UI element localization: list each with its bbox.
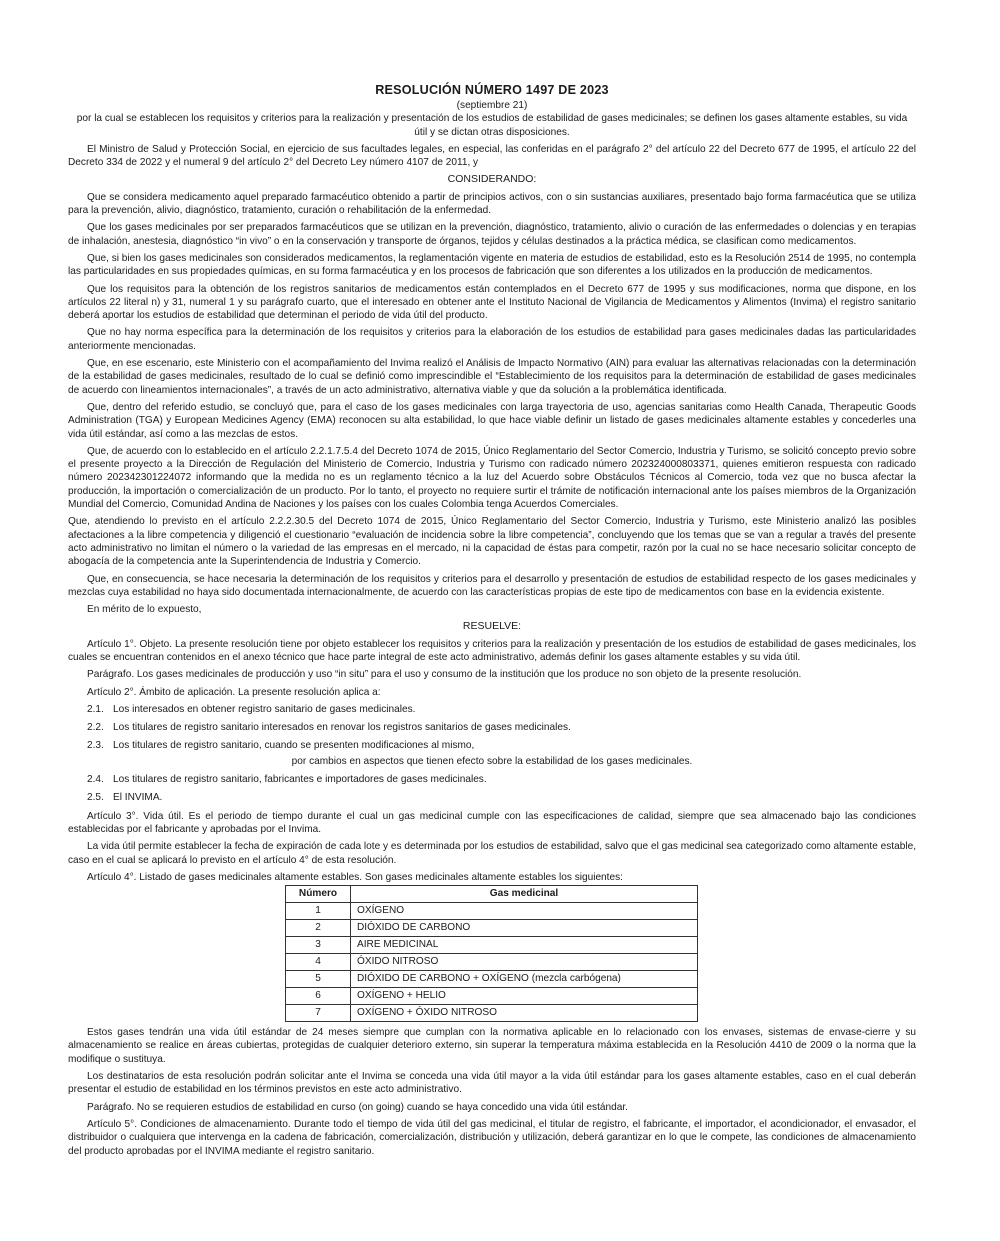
document-title: RESOLUCIÓN NÚMERO 1497 DE 2023 — [375, 83, 609, 97]
table-cell-gas: OXÍGENO + ÓXIDO NITROSO — [351, 1005, 698, 1022]
list-item-text: Los titulares de registro sanitario interesados en renovar los registros sanitarios de gases medicinales. — [113, 722, 571, 734]
considerando-paragraph: Que los gases medicinales por ser preparados farmacéuticos que se utilizan en la prevención, diagnóstico, tratamiento, alivio o curación de las enfermedades o dolencias y en terapias de inhalación, anestesia, diagnóstico “in vivo” o en la conservación y transporte de órganos, tejidos y células destinados a la práctica médica, se clasifican como medicamentos. — [68, 222, 916, 247]
preamble-paragraph: El Ministro de Salud y Protección Social, en ejercicio de sus facultades legales, en especial, las conferidas en el parágrafo 2° del artículo 22 del Decreto 677 de 1995, el artículo 22 del Decreto 334 de 2022 y el numeral 9 del artículo 2° del Decreto Ley número 4107 de 2011, y — [68, 143, 916, 169]
list-item-number: 2.2. — [87, 722, 104, 734]
list-item-text: El INVIMA. — [113, 792, 163, 804]
column-header-numero: Número — [286, 886, 351, 903]
article-4: Artículo 4°. Listado de gases medicinales altamente estables. Son gases medicinales altamente estables los siguientes: — [87, 871, 623, 883]
list-item-number: 2.5. — [87, 792, 104, 804]
after-table-paragraph: Estos gases tendrán una vida útil estándar de 24 meses siempre que cumplan con la normativa aplicable en lo relacionado con los envases, sistemas de envase-cierre y su almacenamiento se realice en áreas cubiertas, protegidas de cualquier deterioro externo, sin superar la temperatura máxima establecida en la Resolución 4410 de 2009 o la norma que la modifique o sustituya. — [68, 1027, 916, 1065]
table-cell-gas: DIÓXIDO DE CARBONO + OXÍGENO (mezcla carbógena) — [351, 971, 698, 988]
list-item-text: Los interesados en obtener registro sanitario de gases medicinales. — [113, 703, 416, 715]
considerando-paragraph: Que, atendiendo lo previsto en el artículo 2.2.2.30.5 del Decreto 1074 de 2015, Único Reglamentario del Sector Comercio, Industria y Turismo, este Ministerio analizó las posibles afectaciones a la libre competencia y diligenció el cuestionario “evaluación de incidencia sobre la libre competencia”, concluyendo que los temas que se van a regular a través del presente acto administrativo no limitan el número o la variedad de las empresas en el mercado, ni la capacidad de éstas para competir, razón por la cual no se hace necesario solicitar concepto de abogacía de la competencia ante la Superintendencia de Industria y Comercio. — [68, 516, 916, 568]
document-summary: por la cual se establecen los requisitos y criterios para la realización y presentación de los estudios de estabilidad de gases medicinales; se definen los gases altamente estables, su vida útil y se dictan otras disposiciones. — [76, 113, 908, 138]
resuelve-heading: RESUELVE: — [462, 620, 522, 633]
table-row — [286, 971, 698, 988]
considerando-paragraph: Que se considera medicamento aquel preparado farmacéutico obtenido a partir de principios activos, con o sin sustancias auxiliares, presentado bajo forma farmacéutica que se utiliza para la prevención, alivio, diagnóstico, tratamiento, curación o rehabilitación de la enfermedad. — [68, 191, 916, 217]
considerando-paragraph: Que los requisitos para la obtención de los registros sanitarios de medicamentos están contemplados en el Decreto 677 de 1995 y sus modificaciones, norma que dispone, en los artículos 22 literal n) y 31, numeral 1 y su parágrafo cuarto, que el interesado en obtener ante el Instituto Nacional de Vigilancia de Medicamentos y Alimentos (Invima) el registro sanitario deberá aportar los estudios de estabilidad que determinan el periodo de vida útil del producto. — [68, 283, 916, 322]
list-item-text: Los titulares de registro sanitario, cuando se presenten modificaciones al mismo, — [113, 740, 475, 752]
table-row — [286, 954, 698, 971]
article-5: Artículo 5°. Condiciones de almacenamiento. Durante todo el tiempo de vida útil del gas medicinal, el titular de registro, el fabricante, el importador, el acondicionador, el envasador, el distribuidor o cualquiera que intervenga en la cadena de fabricación, comercialización, distribución y utilización, deberá garantizar en lo que le compete, las condiciones de almacenamiento del producto aprobadas por el INVIMA mediante el registro sanitario. — [68, 1118, 916, 1157]
table-cell-number: 5 — [286, 971, 351, 988]
table-cell-number: 1 — [286, 903, 351, 920]
considerando-paragraph: Que, en consecuencia, se hace necesaria la determinación de los requisitos y criterios para el desarrollo y presentación de estudios de estabilidad respecto de los gases medicinales y mezclas cuya estabilidad no haya sido documentada internacionalmente, de acuerdo con las características propias de este tipo de medicamentos con base en la evidencia existente. — [68, 573, 916, 598]
considerando-paragraph: Que, si bien los gases medicinales son considerados medicamentos, la reglamentación vigente en materia de estudios de estabilidad, esto es la Resolución 2514 de 1995, no contempla las particularidades en sus propiedades químicas, en su forma farmacéutica y en los procesos de fabricación que son diferentes a los utilizados en la producción de medicamentos. — [68, 252, 916, 278]
list-item — [87, 703, 916, 716]
article-1: Artículo 1°. Objeto. La presente resolución tiene por objeto establecer los requisitos y criterios para la realización y presentación de los estudios de estabilidad de gases medicinales, los cuales se encuentran contenidos en el anexo técnico que hace parte integral de este acto administrativo, además definir los gases altamente estables y su vida útil. — [68, 638, 916, 663]
article-3-paragraph: La vida útil permite establecer la fecha de expiración de cada lote y es determinada por los estudios de estabilidad, salvo que el gas medicinal sea categorizado como altamente estable, caso en el cual se aplicará lo previsto en el artículo 4° de esta resolución. — [68, 841, 916, 866]
gases-table — [285, 885, 698, 1022]
article-2: Artículo 2°. Ámbito de aplicación. La presente resolución aplica a: — [87, 686, 381, 698]
merito-paragraph: En mérito de lo expuesto, — [87, 604, 202, 616]
article-4-paragraph: Parágrafo. No se requieren estudios de estabilidad en curso (on going) cuando se haya concedido una vida útil estándar. — [87, 1101, 628, 1113]
table-cell-gas: ÓXIDO NITROSO — [351, 954, 698, 971]
table-cell-number: 2 — [286, 920, 351, 937]
table-cell-gas: OXÍGENO — [351, 903, 698, 920]
list-item — [87, 721, 916, 734]
table-row — [286, 988, 698, 1005]
table-row — [286, 937, 698, 954]
table-row — [286, 1005, 698, 1022]
table-row — [286, 920, 698, 937]
article-1-paragraph: Parágrafo. Los gases medicinales de producción y uso “in situ” para el uso y consumo de la institución que los produce no son objeto de la presente resolución. — [87, 669, 802, 681]
list-item-text: Los titulares de registro sanitario, fabricantes e importadores de gases medicinales. — [113, 774, 487, 786]
table-cell-number: 7 — [286, 1005, 351, 1022]
table-cell-gas: AIRE MEDICINAL — [351, 937, 698, 954]
list-item-number: 2.1. — [87, 703, 104, 715]
after-table-paragraph: Los destinatarios de esta resolución podrán solicitar ante el Invima se conceda una vida útil mayor a la vida útil estándar para los gases altamente estables, caso en el cual deberán presentar el estudio de estabilidad en los términos previstos en este acto administrativo. — [68, 1071, 916, 1096]
list-item — [87, 739, 916, 752]
article-3: Artículo 3°. Vida útil. Es el periodo de tiempo durante el cual un gas medicinal cumple con las especificaciones de calidad, siempre que sea almacenado bajo las condiciones establecidas por el fabricante y aprobadas por el Invima. — [68, 810, 916, 835]
table-row — [286, 903, 698, 920]
table-cell-number: 6 — [286, 988, 351, 1005]
considerando-paragraph: Que, de acuerdo con lo establecido en el artículo 2.2.1.7.5.4 del Decreto 1074 de 2015, Único Reglamentario del Sector Comercio, Industria y Turismo, se solicitó concepto previo sobre el presente proyecto a la Dirección de Regulación del Ministerio de Comercio, Industria y Turismo con radicado número 202324000803371, quienes emitieron respuesta con radicado número 202342301224072 informando que la medida no es un reglamento técnico a la luz del Acuerdo sobre Obstáculos Técnicos al Comercio, toda vez que no busca afectar la producción, la importación o comercialización de un producto. Por lo tanto, el proyecto no requiere surtir el trámite de notificación internacional ante los países miembros de la Organización Mundial del Comercio, Comunidad Andina de Naciones y los países con los cuales Colombia tenga Acuerdos Comerciales. — [68, 445, 916, 511]
considerando-paragraph: Que, dentro del referido estudio, se concluyó que, para el caso de los gases medicinales con larga trayectoria de uso, agencias sanitarias como Health Canada, Therapeutic Goods Administration (TGA) y European Medicines Agency (EMA) reconocen su alta estabilidad, lo que hace viable definir un listado de gases medicinales altamente estables y concederles una vida útil estándar, así como a las mezclas de estos. — [68, 401, 916, 440]
considerando-heading: CONSIDERANDO: — [447, 173, 537, 186]
list-item-number: 2.3. — [87, 740, 104, 752]
table-header-row — [286, 886, 698, 903]
list-item-continuation: por cambios en aspectos que tienen efecto sobre la estabilidad de los gases medicinales. — [291, 755, 693, 767]
document-date: (septiembre 21) — [456, 100, 528, 111]
table-cell-gas: OXÍGENO + HELIO — [351, 988, 698, 1005]
considerando-paragraph: Que no hay norma específica para la determinación de los requisitos y criterios para la elaboración de los estudios de estabilidad para gases medicinales dadas las particularidades anteriormente mencionadas. — [68, 327, 916, 352]
list-item — [87, 773, 916, 786]
resolution-document — [68, 82, 916, 1162]
list-item-number: 2.4. — [87, 774, 104, 786]
considerando-paragraph: Que, en ese escenario, este Ministerio con el acompañamiento del Invima realizó el Análisis de Impacto Normativo (AIN) para evaluar las alternativas relacionadas con la determinación de la estabilidad de gases medicinales, resultado de lo cual se definió como imprescindible el “Establecimiento de los requisitos para la determinación de estabilidad de gases medicinales de acuerdo con lineamientos internacionales”, a través de un acto administrativo, alternativa viable y que da solución a la problemática identificada. — [68, 358, 916, 396]
table-cell-gas: DIÓXIDO DE CARBONO — [351, 920, 698, 937]
table-cell-number: 4 — [286, 954, 351, 971]
list-item — [87, 791, 916, 804]
column-header-gas: Gas medicinal — [351, 886, 698, 903]
table-cell-number: 3 — [286, 937, 351, 954]
